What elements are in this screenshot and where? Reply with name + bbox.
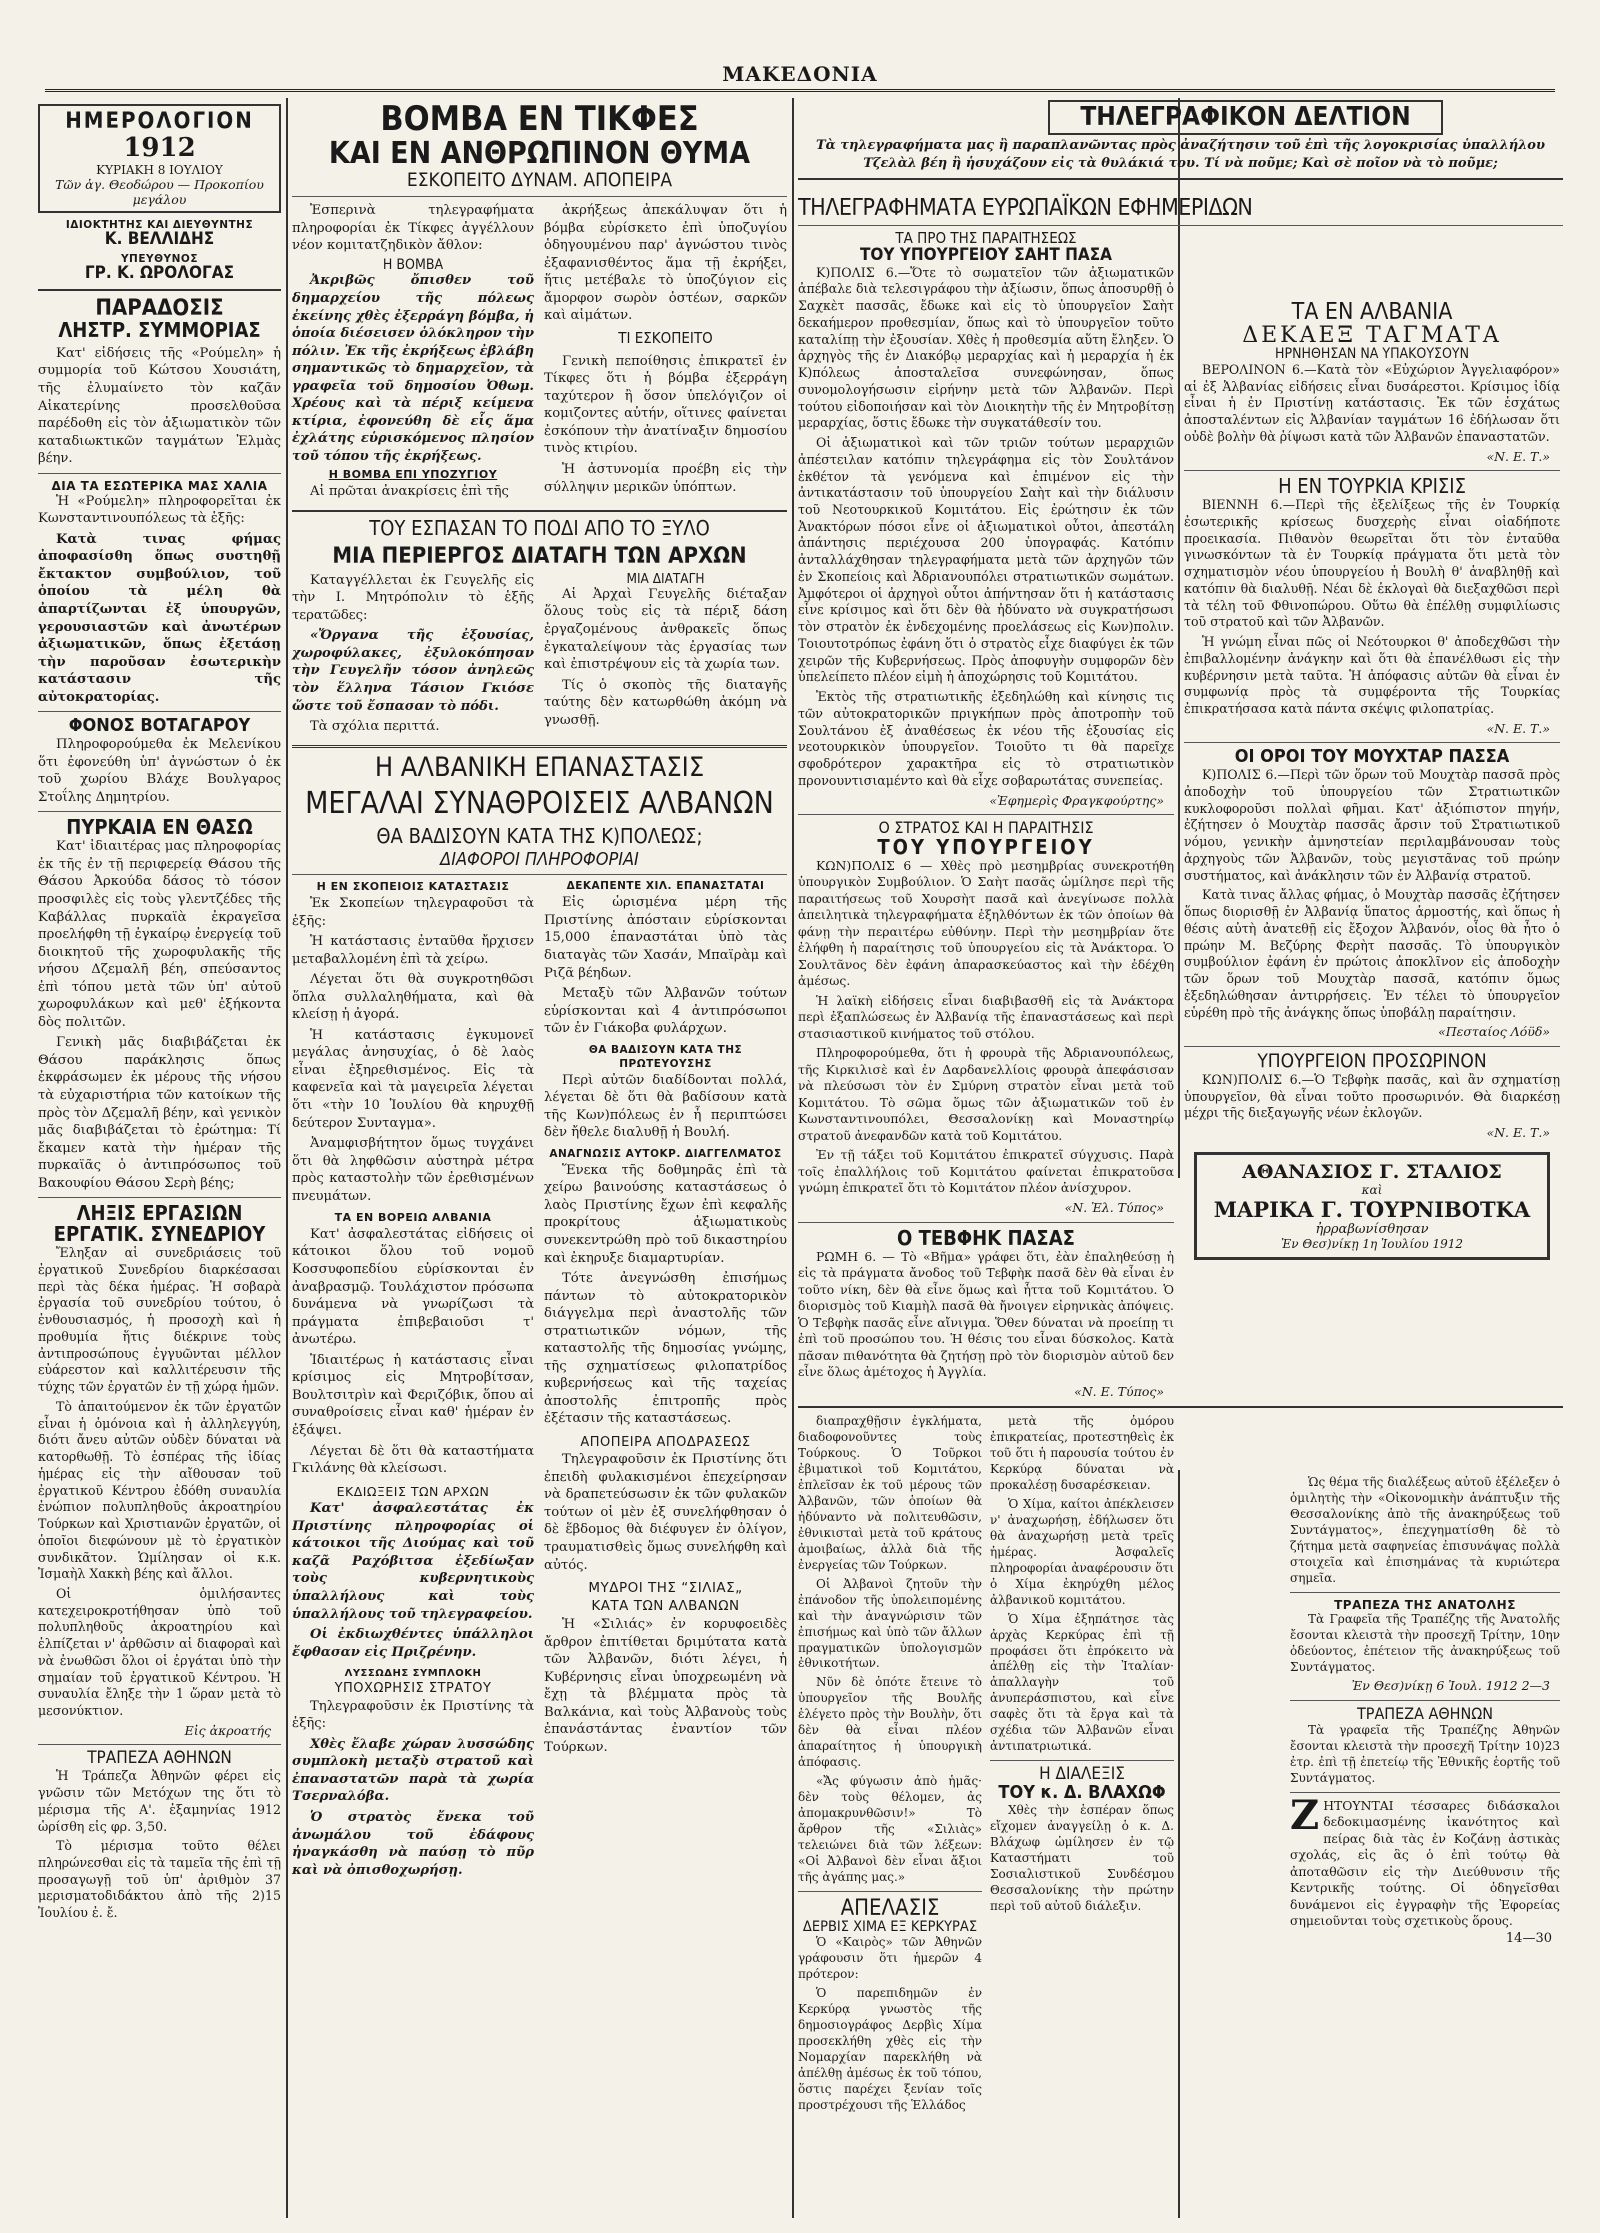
headline: Η ΕΝ ΤΟΥΡΚΙΑ ΚΡΙΣΙΣ [1278,474,1466,499]
article-body: Η ΕΝ ΣΚΟΠΕΙΟΙΣ ΚΑΤΑΣΤΑΣΙΣ Ἐκ Σκοπείων τηλεγραφοῦσι τὰ ἑξῆς: Ἡ κατάστασις ἐνταῦθα ἤρχισεν μεταβαλλομένη ἐπὶ τὰ χείρω. Λέγεται ὅτι θὰ συγκροτηθῶσι ὅπλα συλλαληθήματα, καὶ θὰ κλείσῃ ἡ ἀγορά. Ἡ κατάστασις ἐγκυμονεῖ μεγάλας ἀνησυχίας, ὁ δὲ λαὸς εἶναι ἐξηρεθισμένος. Εἰς τὰ καφενεῖα καὶ τὰ μαγειρεῖα λέγεται ὅτι «τὴν 10 Ἰουλίου θὰ κηρυχθῇ δεύτερον Συνταγμα». Ἀναμφισβήτητον ὅμως τυγχάνει ὅτι θὰ ληφθῶσιν αὐστηρὰ μέτρα πρὸς καταστολὴν τῶν ἐρεθισμένων πνευμάτων. ΤΑ ΕΝ ΒΟΡΕΙΩ ΑΛΒΑΝΙΑ Κατ' ἀσφαλεστάτας εἰδήσεις οἱ κάτοικοι ὅλου τοῦ νομοῦ Κοσσυφοπεδίου εὑρίσκονται ἐν ἀναβρασμῷ. Τουλάχιστον πρόσωπα δυνάμενα νὰ γνωρίζωσι τὰ πράγματα ἐπιβεβαιοῦσι τ' ἀνωτέρω. Ἰδιαιτέρως ἡ κατάστασις εἶναι κρίσιμος εἰς Μητροβίτσαν, Βουλτσιτρὶν καὶ Φεριζόβικ, ὅπου αἱ συναθροίσεις εἶναι καθ' ἡμέραν ἐν ἐξάψει. Λέγεται δὲ ὅτι θὰ καταστήματα Γκιλάνης θὰ κλείσωσι. ΕΚΔΙΩΞΕΙΣ ΤΩΝ ΑΡΧΩΝ Κατ' ἀσφαλεστάτας ἐκ Πριστίνης πληροφορίας οἱ κάτοικοι τῆς Διούμας καὶ τοῦ καζᾶ Ραχόβιτσα ἐξεδίωξαν τοὺς κυβερνητικοὺς ὑπαλλήλους καὶ τοὺς ὑπαλλήλους τοῦ τηλεγραφείου. Οἱ ἐκδιωχθέντες ὑπάλληλοι ἔφθασαν εἰς Πριζρένην. ΛΥΣΣΩΔΗΣ ΣΥΜΠΛΟΚΗ ΥΠΟΧΩΡΗΣΙΣ ΣΤΡΑΤΟΥ Τηλεγραφοῦσιν ἐκ Πριστίνης τὰ ἑξῆς: Χθὲς ἔλαβε χώραν λυσσώδης συμπλοκὴ μεταξὺ στρατοῦ καὶ ἐπαναστατῶν παρὰ τὰ χωρία Τσερναλόβα. Ὁ στρατὸς ἔνεκα τοῦ ἀνωμάλου τοῦ ἐδάφους ἠναγκάσθη νὰ παύσῃ τὸ πῦρ καὶ νὰ ὀπισθοχωρήσῃ. [292,880,534,1878]
column-4-lower [1290,1475,1560,2215]
article-body: ΡΩΜΗ 6. — Τὸ «Βῆμα» γράφει ὅτι, ἐὰν ἐπαληθεύσῃ ἡ εἰς τὰ πράγματα ἄνοδος τοῦ Τεβφὴκ πασᾶ δὲν θὰ εἶναι ἐν τοῦτο νίκη, δὲν θὰ εἶνε ὅμως καὶ ἧττα τοῦ Κομιτάτου. Ὁ διορισμὸς τοῦ Κιαμὴλ πασᾶ θὰ ἤνοιγεν εἰρηνικὰς ἀπόψεις. Ὁ Τεβφὴκ πασᾶς εἶνε αἴνιγμα. Ὅθεν δύναται νὰ προείπῃ τι ἐπὶ τοῦ προσώπου του. Ἡ θέσις του εἶναι δύσκολος. Κατὰ πᾶσαν πιθανότητα θὰ ζητήσῃ πρὸ τὸν διορισμὸν αὐτοῦ δεν εἶνε ὅλως ἀμέτοχος ἡ Ἀγγλία. «Ν. Ε. Τύπος» [798,1248,1174,1399]
headline: ΔΕΚΑΕΞ ΤΑΓΜΑΤΑ [1242,323,1502,349]
article-body: Κατ' εἰδήσεις τῆς «Ρούμελη» ἡ συμμορία τοῦ Κώτσου Χουσιάτη, τῆς ἐλυμαίνετο τὸν καζᾶν Αἰκατερίνης προσελθοῦσα παρέδοθη εἰς τὸν ἀξιωματικὸν τῶν καταδιωκτικῶν ταγμάτων Ἐλμὰς βέην. [38,345,281,467]
article-body: ΒΕΡΟΛΙΝΟΝ 6.—Κατὰ τὸν «Εὐχώριον Ἀγγελιαφόρον» αἱ ἐξ Ἀλβανίας εἰδήσεις εἶναι δυσάρεστοι. Κρίσιμος ἰδίᾳ εἶναι ἡ ἐν Πριστίνῃ κατάστασις. Ἐκ τῶν ἐσχάτως ἀποσταλέντων εἰς Ἀλβανίαν ταγμάτων 16 ἐδήλωσαν ὅτι οὐδὲ βολὴν θὰ ῥίψωσι κατὰ τῶν Ἀλβανῶν ἐπαναστατῶν. «Ν. Ε. Τ.» [1184,361,1560,464]
headline: ΘΑ ΒΑΔΙΣΟΥΝ ΚΑΤΑ ΤΗΣ Κ)ΠΟΛΕΩΣ; [376,823,703,848]
headline: ΗΡΝΗΘΗΣΑΝ ΝΑ ΥΠΑΚΟΥΣΟΥΝ [1275,346,1469,363]
article-body: Ἐσπερινὰ τηλεγραφήματα πληροφορίαι ἐκ Τίκφες ἀγγέλλουν νέον κομιτατζηδικὸν ἄθλον: Η ΒΟΜΒΑ Ἀκριβῶς ὄπισθεν τοῦ δημαρχείου τῆς πόλεως ἐκείνης χθὲς ἐξερράγη βόμβα, ἡ ὁποία διέσεισεν ὁλόκληρον τὴν πόλιν. Ἐκ τῆς ἐκρήξεως ἐβλάβη σημαντικῶς τὸ δημαρχεῖον, τὰ γραφεῖα τοῦ δημοσίου Ὀθωμ. Χρέους καὶ τὰ πέριξ κείμενα κτίρια, ἐφονεύθη δὲ εἷς ἅμα ἐχλάτης εὑρισκόμενος πλησίον τοῦ τόπου τῆς ἐκρήξεως. Η ΒΟΜΒΑ ΕΠΙ ΥΠΟΖΥΓΙΟΥ Αἱ πρῶται ἀνακρίσεις ἐπὶ τῆς [292,203,534,500]
article-body: Ἔληξαν αἱ συνεδριάσεις τοῦ ἐργατικοῦ Συνεδρίου διαρκέσασαι περὶ τὰς δέκα ἡμέρας. Ἡ σοβαρὰ ἐργασία τοῦ συνεδρίου τούτου, ὁ ἐνθουσιασμός, ἡ προσοχὴ καὶ ἡ προθυμία ἥτις διέκρινε τοὺς ἀντιπροσώπους ἐγγυῶνται μέλλον εὐάρεστον καὶ καλλιτέρευσιν τῆς τύχης τῶν ἐργατῶν ἐν τῇ χώρᾳ ἡμῶν. Τὸ ἀπαιτούμενον ἐκ τῶν ἐργατῶν εἶναι ἡ ὁμόνοια καὶ ἡ ἀλληλεγγύη, διότι ἄνευ αὐτῶν οὐδὲν δύναται νὰ κατορθωθῇ. Τὸ ἐσπέρας τῆς ἰδίας ἡμέρας εἰς τὴν αἴθουσαν τοῦ ἐργατικοῦ Κέντρου ἐδόθη συναυλία ἐνώπιον πολυπληθοῦς ἀκροατηρίου Τούρκων καὶ Χριστιανῶν ἐργατῶν, οἱ ὁποῖοι διεφώνουν μὲ τὸ ἐργατικὸν συνδικᾶτον. Ὡμίλησαν οἱ κ.κ. Ἰσμαὴλ Χακκὴ βέης καὶ ἄλλοι. Οἱ ὁμιλήσαντες κατεχειροκροτήθησαν ὑπὸ τοῦ πολυπληθοῦς ἀκροατηρίου καὶ ἐλπίζεται ν' ἀρθῶσιν αἱ διαφοραὶ καὶ νὰ ἐνωθῶσι ὅλοι οἱ ἐργάται ὑπὸ τὴν σημαίαν τοῦ ἐργατικοῦ Κέντρου. Ἡ συναυλία ἔληξε τὴν 1 ὥραν μετὰ τὸ μεσονύκτιον. Εἰς ἀκροατής [38,1245,281,1738]
headline: ΤΑ ΠΡΟ ΤΗΣ ΠΑΡΑΙΤΗΣΕΩΣ [895,229,1077,248]
headline: ΚΑΙ ΕΝ ΑΝΘΡΩΠΙΝΟΝ ΘΥΜΑ [328,135,751,171]
almanac-saints: Τῶν ἁγ. Θεοδώρου — Προκοπίου μεγάλου [55,177,264,208]
article-body: Τὰ γραφεῖα τῆς Τραπέζης Ἀθηνῶν ἔσονται κλειστὰ τὴν προσεχῆ Τρίτην 10)23 ἐτρ. ἐπὶ τῇ ἐπετείῳ τῆς Ἐθνικῆς ἑορτῆς τοῦ Συντάγματος. [1290,1722,1560,1785]
masthead-title: ΜΑΚΕΔΟΝΙΑ [722,62,878,86]
article-body: Κατ' ἰδιαιτέρας μας πληροφορίας ἐκ τῆς ἐν τῇ περιφερείᾳ Θάσου τῆς Θάσου Ἀρκούδα δάσος τὸ τόσον προσφιλὲς εἰς τοὺς γλεντζέδες τῆς Καβάλλας πυρκαϊὰ ἐκραγεῖσα προελήφθη τῇ ἐγκαίρῳ ἐνεργείᾳ τοῦ διοικητοῦ τῆς χωροφυλακῆς τῆς νήσου Δζεμαλῆ βέη, σπεύσαντος ἐπὶ τόπου μετὰ τῶν ὑπ' αὐτοῦ χωροφυλάκων καὶ μεθ' ἐξήκοντα δὸς πολιτῶν. Γενικὴ μᾶς διαβιβάζεται ἐκ Θάσου παράκλησις ὅπως ἐκφράσωμεν ἐκ μέρους τῆς νήσου τὰ εὐχαριστήρια τῶν κατοίκων τῆς πρὸς τὸν Δζεμαλῆ βέην, καὶ γενικὸν μᾶς διαβιβάζεται τὸ ἐρώτημα: Τί ἔκαμεν κατὰ τὴν ἡμέραν τῆς πυρκαϊᾶς ὁ ἀντιπρόσωπος τοῦ Βακουφίου Θάσου Σερὴ βέης; [38,839,281,1191]
article-body: Τὰ Γραφεῖα τῆς Τραπέζης τῆς Ἀνατολῆς ἔσονται κλειστὰ τὴν προσεχῆ Τρίτην, 10ην ὁδεύοντος, ἐπέτειον τῆς ἀνακηρύξεως τοῦ Συντάγματος. Ἐν Θεσ)νίκῃ 6 Ἰουλ. 1912 2—3 [1290,1611,1560,1694]
headline: ΒΟΜΒΑ ΕΝ ΤΙΚΦΕΣ [380,99,699,139]
headline: ΔΙΑ ΤΑ ΕΣΩΤΕΡΙΚΑ ΜΑΣ ΧΑΛΙΑ [51,478,268,493]
headline: ΠΑΡΑΔΟΣΙΣ [95,295,224,321]
article-body: ΚΩΝ)ΠΟΛΙΣ 6.—Ὁ Τεβφὴκ πασᾶς, καὶ ἂν σχηματίσῃ ὑπουργεῖον, θὰ εἶναι τοῦτο προσωρινόν. Θὰ διαρκέσῃ μέχρι τῆς διεξαγωγῆς νέων ἐκλογῶν. «Ν. Ε. Τ.» [1184,1071,1560,1141]
headline: ΤΟΥ ΥΠΟΥΡΓΕΙΟΥ ΣΑΗΤ ΠΑΣΑ [859,244,1113,265]
headline: ΤΑ ΕΝ ΑΛΒΑΝΙΑ [1291,299,1453,325]
almanac-title: ΗΜΕΡΟΛΟΓΙΟΝ [65,109,254,134]
headline: ΤΟΥ ΥΠΟΥΡΓΕΙΟΥ [877,834,1095,859]
bulletin-note: Τὰ τηλεγραφήματα μας ἢ παραπλανῶντας πρὸς ἀναζήτησιν τοῦ ἐπὶ τῆς λογοκρισίας ὑπαλλήλου Τζελὰλ βέη ἢ ἡσυχάζουν εἰς τὰ θυλάκιά του. Τί νὰ ποῦμε; Καὶ σὲ ποῖον νὰ τὸ ποῦμε; [816,138,1545,171]
engagement-notice: ΑΘΑΝΑΣΙΟΣ Γ. ΣΤΑΛΙΟΣ καὶ ΜΑΡΙΚΑ Γ. ΤΟΥΡΝΙΒΟΤΚΑ ἠρραβωνίσθησαν Ἐν Θεσ)νίκῃ 1η Ἰουλίου 1912 [1194,1152,1550,1260]
headline: ΥΠΟΥΡΓΕΙΟΝ ΠΡΟΣΩΡΙΝΟΝ [1257,1049,1487,1072]
headline: ΤΗΛΕΓΡΑΦΗΜΑΤΑ ΕΥΡΩΠΑΪΚΩΝ ΕΦΗΜΕΡΙΔΩΝ [798,195,1253,221]
column-1 [38,98,281,2218]
column-3 [798,195,1253,2218]
article-body: Κ)ΠΟΛΙΣ 6.—Περὶ τῶν ὅρων τοῦ Μουχτὰρ πασσᾶ πρὸς ἀποδοχὴν τοῦ ὑπουργείου τῶν Στρατιωτικῶν κυκλοφοροῦσι πολλαὶ φῆμαι. Κατ' ἀξιόπιστον πηγήν, ἐζήτησεν ὁ Μουχτὰρ πασσᾶς ἄρσιν τοῦ Στρατιωτικοῦ νόμου, γενικὴν ἀμνηστείαν περιλαμβάνουσαν τοὺς ἀρχηγοὺς τῶν Ἀλβανῶν, τοὺς μεγιστᾶνας τοῦ πρώην συστήματος, καὶ ἀνάκλησιν τῶν ἐν Ἀλβανίᾳ στρατοῦ. Κατὰ τινας ἄλλας φήμας, ὁ Μουχτὰρ πασσᾶς ἐζήτησεν ὅπως διορισθῇ ἐν Ἀλβανίᾳ ὕπατος ἁρμοστής, καὶ ὅπως ἡ θέσις αὐτὴ ἀνατεθῇ εἰς ἔξοχον Ἀλβανόν, οἷος θὰ ἦτο ὁ πρώην Μ. Βεζύρης Φερὴτ πασσᾶς. Τὸ ὑπουργικὸν συμβούλιον ἐφάνη ἐν πρώτοις ἀποκλῖνον εἰς ἀποδοχὴν τῶν ὅρων τοῦ Μουχτὰρ πασσᾶ, κατόπιν ὅμως ἐξεδηλώθησαν ἀντιρρήσεις. Ἐν τέλει τὸ ὑπουργεῖον εὑρέθη πρὸ τῆς ἀνάγκης ὅπως ὑποβάλῃ παραίτησιν. «Πεσταίος Λόϋδ» [1184,767,1560,1040]
article-body: ΚΩΝ)ΠΟΛΙΣ 6 — Χθὲς πρὸ μεσημβρίας συνεκροτήθη ὑπουργικὸν Συμβούλιον. Ὁ Σαὴτ πασᾶς ὡμίλησε περὶ τῆς παραιτήσεως τοῦ Χουρσὴτ πασᾶ καὶ ἀνεγίνωσε πολλὰ ἀπειλητικὰ τηλεγραφήματα ἐξηλθόντων ἐκ τῶν ὁποίων θὰ φάνῃ τὴν περαιτέρω εὐθύνην. Περὶ τὴν μεσημβρίαν ὅτε ἐλήφθη ἡ παραίτησις τοῦ ὑπουργείου εἰς τὰ Ἀνάκτορα. Ὁ Σουλτᾶνος δὲν ἐφάνη ἀπαρασκεύαστος καὶ τὴν ἐδέχθη ἀμέσως. Ἡ λαϊκὴ εἰδήσεις εἶναι διαβιβασθῆ εἰς τὰ Ἀνάκτορα περὶ ἐξαπλώσεως ἐν Ἀλβανίᾳ τῆς ἐπαναστάσεως καὶ περὶ στασιαστικοῦ κινήματος τοῦ στόλου. Πληροφορούμεθα, ὅτι ἡ φρουρὰ τῆς Ἀδριανουπόλεως, τῆς Κιρκιλισὲ καὶ ἐν Δαρδανελλίοις φρουρὰ ἀπεφάσισαν νὰ πλεύσωσι τὸν ἐν Σμύρνη στρατὸν εἶναι μετὰ τοῦ Κομιτάτου. Τὸ σῶμα ὅμως τῶν ἀξιωματικῶν τοῦ ἐν Κωνσταντινουπόλει, Θεσσαλονίκῃ καὶ Μοναστηρίῳ στρατοῦ ἀνεφανδῶν κατὰ τοῦ Κομιτάτου. Ἐν τῇ τάξει τοῦ Κομιτάτου ἐπικρατεῖ σύγχυσις. Παρὰ τοῖς ἐπαλλήλοις τοῦ Κομιτάτου φαίνεται ἐπικρατοῦσα γνώμη ἐπικρατεῖ ὅτι τὸ Κομιτάτον πλέον ἀνίσχυρον. «Ν. Ἐλ. Τύπος» [798,857,1174,1215]
headline: Ο ΤΕΒΦΗΚ ΠΑΣΑΣ [897,1225,1075,1250]
article-body: Καταγγέλλεται ἐκ Γευγελῆς εἰς τὴν Ι. Μητρόπολιν τὸ ἑξῆς τερατῶδες: «Ὄργανα τῆς ἐξουσίας, χωροφύλακες, ἐξυλοκόπησαν τὴν Γευγελῆν τόσον ἀνηλεῶς τὸν ἕλληνα Τάσιον Γκιόσε ὥστε τοῦ ἔσπασαν τὸ πόδι. Τὰ σχόλια περιττά. [292,572,534,735]
headline: ΦΟΝΟΣ ΒΟΤΑΓΑΡΟΥ [68,715,251,737]
headline: ΟΙ ΟΡΟΙ ΤΟΥ ΜΟΥΧΤΑΡ ΠΑΣΣΑ [1234,746,1510,768]
editor-label: ΥΠΕΥΘΥΝΟΣ [120,252,199,265]
headline: Η ΑΛΒΑΝΙΚΗ ΕΠΑΝΑΣΤΑΣΙΣ [374,751,705,783]
column-rule [286,98,288,2218]
headline: ΕΣΚΟΠΕΙΤΟ ΔΥΝΑΜ. ΑΠΟΠΕΙΡΑ [406,169,673,192]
almanac-box [38,104,281,213]
headline: ΤΡΑΠΕΖΑ ΑΘΗΝΩΝ [87,1748,232,1769]
classified-ad: ΖΗΤΟΥΝΤΑΙ τέσσαρες διδάσκαλοι δεδοκιμασμένης ἱκανότητος καὶ πείρας διὰ τὰς ἐν Κοζάνῃ ἀστικὰς σχολάς, εἰς ἃς ὁ ἐπὶ τούτῳ θὰ ἀποταθῶσιν εἰς τὴν Διεύθυνσιν τῆς Κεντρικῆς τούτης. Οἱ ὁδηγεῖσθαι δυνάμενοι εἰς ἐγγραφὴν τῆς Ἐφορείας σημειοῦνται τοὺς σχετικοὺς ὅρους. 14—30 [1290,1791,1560,1946]
article-body: ΜΙΑ ΔΙΑΤΑΓΗ Αἱ Ἀρχαὶ Γευγελῆς διέταξαν ὅλους τοὺς εἰς τὰ πέριξ δάση ἐργαζομένους ἀνθρακεῖς ὅπως ἐγκαταλείψουν τὰς ἐργασίας των καὶ ἐπιστρέψουν εἰς τὰ χωρία των. Τίς ὁ σκοπὸς τῆς διαταγῆς ταύτης δὲν κατωρθώθη ἀκόμη νὰ γνωσθῇ. [544,570,787,728]
editor-name: ΓΡ. Κ. ΩΡΟΛΟΓΑΣ [84,262,235,283]
column-rule [792,98,794,2218]
owner-name: Κ. ΒΕΛΛΙΔΗΣ [104,229,215,250]
article-body: ΒΙΕΝΝΗ 6.—Περὶ τῆς ἐξελίξεως τῆς ἐν Τουρκίᾳ ἐσωτερικῆς κρίσεως δυσχερὴς εἶναι οἱαδήποτε προεικασία. Πιθανὸν θεωρεῖται ὅτι τὸν ἐνταῦθα γινωσκόντων τὰ ἐν Τουρκίᾳ πράγματα ὅτι μετὰ τὸν σχηματισμὸν νέου ὑπουργείου ἡ Βουλὴ θ' ἀναβληθῇ καὶ κατόπιν θὰ διαλυθῇ. Νέαι δὲ ἐκλογαὶ θὰ διεξαχθῶσι περὶ τὰ τέλη τοῦ Φθινοπώρου. Οὕτω θὰ ἐπέλθῃ συμφιλίωσις τοῦ στρατοῦ καὶ τῶν Ἀλβανῶν. Ἡ γνώμη εἶναι πῶς οἱ Νεότουρκοι θ' ἀποδεχθῶσι τὴν ἐπιβαλλομένην ἀνάγκην καὶ ὅτι θὰ ἐπανέλθωσι εἰς τὴν κυβέρνησιν μετὰ ταῦτα. Ἡ ἀπόφασις αὐτῶν θὰ εἶναι ἐν συμφωνίᾳ πρὸς τὰ συμφέροντα τῆς Τουρκίας ἐπικρατήσασα κατὰ πάντα σκέψις φιλοπατρίας. «Ν. Ε. Τ.» [1184,497,1560,736]
masthead [45,58,1555,92]
column-rule [1178,98,1180,1178]
article-body: Πληροφορούμεθα ἐκ Μελενίκου ὅτι ἐφονεύθη ὑπ' ἀγνώστων ὁ ἐκ τοῦ χωρίου Βλάχε Βουλγαρος Στοΐλης Δημητρίου. [38,737,281,805]
article-body: Ὡς θέμα τῆς διαλέξεως αὐτοῦ ἐξέλεξεν ὁ ὁμιλητὴς τὴν «Οἰκονομικὴν ἀνάπτυξιν τῆς Θεσσαλονίκης ἀπὸ τῆς ἀνακηρύξεως τοῦ Συντάγματος», ἐπεχγηματίσθη δὲ τὸ ζήτημα μετὰ σαφηνείας ἐπισυνάψας πολλὰ στοιχεῖα καὶ ἐπισημάνας τὰ κυριώτερα σημεῖα. [1290,1475,1560,1585]
article-body: Κ)ΠΟΛΙΣ 6.—Ὅτε τὸ σωματεῖον τῶν ἀξιωματικῶν ἀπέβαλε διὰ τελεσιγράφου τὴν ἀξίωσιν, ὅπως ἀποσυρθῇ ὁ Σαχκὲτ πασσᾶς, ἔδωκε καὶ εἰς τὸ ὑπουργεῖον Σαὴτ δεκαήμερον προθεσμίαν, ὅπως καὶ τὸ ὑπουργεῖον τοῦτο καταλίπῃ τὴν ἐξουσίαν. Χθὲς ἡ προθεσμία αὕτη ἔληξεν. Ὁ ἀρχηγὸς τῆς ἐν Διακόβῳ μεραρχίας καὶ ἡ μεραρχία ἡ ἐκ Κ)πόλεως ἀποσταλεῖσα συνεφώνησαν, ὅπως συνομολογήσωσιν εἰρήνην μετὰ τῶν Ἀλβανῶν. Περὶ τούτου εἰδοποιήσαν καὶ τὸν Διοικητὴν τῆς ἐν Μητροβίτσῃ μεραρχίας, ὅστις ἔδωκε τὴν συγκατάθεσίν του. Οἱ ἀξιωματικοὶ καὶ τῶν τριῶν τούτων μεραρχιῶν ἀπέστειλαν κατόπιν τηλεγράφημα εἰς τὸν Σουλτάνον ἐκθέτον τὰ γενόμενα καὶ ἐπιμένον εἰς τὴν ἀντικατάστασιν τοῦ ὑπουργείου Σαὴτ καὶ τὴν διάλυσιν τοῦ Νεοτουρκικοῦ Κομιτάτου. Εἰς ἐρώτησιν ἐκ τῶν Ἀνακτόρων πόσοι εἶνε οἱ ἀξιωματικοὶ οὗτοι, ἀπεστάλη ἀπάντησις περιέχουσα 200 ὑπογραφάς. Κατόπιν ἀνταλλάχθησαν τηλεγραφήματα μετὰ τῶν ἀρχηγῶν τῶν ἐν Σκοπείοις καὶ Ἀδριανουπόλει στρατιωτικῶν σωμάτων. Ἀμφότεροι οἱ ἀρχηγοὶ οὗτοι ἀπήντησαν ὅτι ἡ κατάστασις εἶνε κρίσιμος καὶ ὅτι δὲν θὰ ἠδύνατο νὰ συγκρατήσωσι τὸν στρατὸν ἐκ ἐνδεχομένης προελάσεως εἰς Κων)πολιν. Τοιουτοτρόπως ἐφάνη ὅτι ὁ στρατὸς εἶχε διαφύγει ἐκ τῶν χειρῶν τῆς Κυβερνήσεως. Πρὸς ἀποφυγὴν συμφορῶν δὲν ὑπελείπετο πλέον εἰμὴ ἡ ἀποχώρησις τοῦ Κομιτάτου. Ἐκτὸς τῆς στρατιωτικῆς ἐξεδηλώθη καὶ κίνησις τις τῶν αὐτοκρατορικῶν πριγκήπων πρὸς ἀποτροπὴν τοῦ Σουλτάνου ἐξ ἀναθέσεως ἐκ νέου τῆς ἐξουσίας εἰς νεοτουρκικὸν ὑπουργεῖον. Τοιοῦτο τι θὰ παρεῖχε σφοδρότερον χαρακτῆρα εἰς τὸ στρατιωτικὸν προνουντισιαμέντο καὶ θὰ εἶχε σοβαρωτάτας συνεπείας. «Ἐφημερὶς Φραγκφούρτης» [798,264,1174,808]
headline: ΜΙΑ ΠΕΡΙΕΡΓΟΣ ΔΙΑΤΑΓΗ ΤΩΝ ΑΡΧΩΝ [332,543,747,569]
article-body: μετὰ τῆς ὁμόρου ἐπικρατείας, προτεστηθεὶς ἐκ τοῦ ὅτι ἡ παρουσία τούτου ἐν Κερκύρᾳ δύναται νὰ προκαλέσῃ δυσαρέσκειαν. Ὁ Χίμα, καίτοι ἀπέκλεισεν ν' ἀναχωρήσῃ, ἐδήλωσεν ὅτι θὰ ἀναχωρήσῃ μετὰ τρεῖς ἡμέρας. Ἀσφαλεῖς πληροφορίαι ἀναφέρουσιν ὅτι ὁ Χίμα ἐκηρύχθη μέλος ἀλβανικοῦ κομιτάτου. Ὁ Χίμα ἐξηπάτησε τὰς ἀρχὰς Κερκύρας ἐπὶ τῇ προφάσει ὅτι ἐπρόκειτο νὰ ἀπέλθῃ εἰς τὴν Ἰταλίαν· ἀπαλλαγὴν τοῦ ἀνυπεράσπιστου, καὶ εἶνε σαφὲς ὅτι τὰ ἔργα καὶ τὰ σχέδια τῶν Ἀλβανῶν εἶναι ἀντιπατριωτικά. Η ΔΙΑΛΕΞΙΣ ΤΟΥ κ. Δ. ΒΛΑΧΩΦ Χθὲς τὴν ἑσπέραν ὅπως εἴχομεν ἀναγγείλῃ ὁ κ. Δ. Βλάχωφ ὡμίλησεν ἐν τῷ Καταστήματι τοῦ Σοσιαλιστικοῦ Συνδέσμου Θεσσαλονίκης τὴν πρώτην περὶ τοῦ αὐτοῦ διάλεξιν. [990,1414,1174,1913]
almanac-year: 1912 [123,133,196,164]
headline: ΔΙΑΦΟΡΟΙ ΠΛΗΡΟΦΟΡΙΑΙ [440,848,639,870]
headline: Ο ΣΤΡΑΤΟΣ ΚΑΙ Η ΠΑΡΑΙΤΗΣΙΣ [878,818,1094,838]
article-body: διαπραχθῇσιν ἐγκλήματα, διαδοφονοῦντες τοὺς Τούρκους. Ὁ Τοῦρκοι ἐβιματικοὶ τοῦ Κομιτάτου, ἐπλεῖσαν ἐκ τοῦ μέρους τῶν Ἀλβανῶν, τῶν ὁποίων θὰ ἠδύναντο νὰ πολιτευθῶσιν, ἐθνικισταὶ μετὰ τοῦ κράτους ἀμοιβαίως, ἀλλὰ διὰ τῆς ἐνεργείας τῶν Τούρκων. Οἱ Ἀλβανοὶ ζητοῦν τὴν ἐπάνοδον τῆς ὑπολειπομένης καὶ τὴν ἀναγνώρισιν τῶν ἐπισήμως καὶ ὑπὸ τῶν ἄλλων πραγματικῶν ὑπολογισμῶν ἐθνικοτήτων. Νῦν δὲ ὁπότε ἔτεινε τὸ ὑπουργεῖον τῆς Βουλῆς ἐλέγετο πρὸς τὴν Βουλὴν, ὅτι δὲν θὰ εἶναι πλέον ἀπαραίτητος ἡ ὑπουργικὴ ἀπόφασις. «Ἄς φύγωσιν ἀπὸ ἡμᾶς· δὲν τοὺς θέλομεν, ἀς ἀπομακρυνθῶσιν!» Τὸ ἄρθρον τῆς «Σιλιὰς» τελειώνει διὰ τῶν λέξεων: «Οἱ Ἀλβανοὶ δὲν εἶναι ἄξιοι τῆς ἀγάπης μας.» ΑΠΕΛΑΣΙΣ ΔΕΡΒΙΣ ΧΙΜΑ ΕΞ ΚΕΡΚΥΡΑΣ Ὁ «Καιρὸς» τῶν Ἀθηνῶν γράφουσιν ὅτι ἡμερῶν 4 πρότερον: Ὁ παρεπιδημῶν ἐν Κερκύρᾳ γνωστὸς τῆς δημοσιογράφος Δερβὶς Χίμα προσεκλήθη χθὲς εἰς τὴν Νομαρχίαν παρεκλήθη νὰ ἀπέλθῃ ἀμέσως ἐκ τοῦ τόπου, ὅστις παρέχει ξενίαν τοῖς προστρέχουσι τῆς Ἑλλάδος [798,1414,982,2112]
article-body: ἀκρήξεως ἀπεκάλυψαν ὅτι ἡ βόμβα εὑρίσκετο ἐπὶ ὑποζυγίου ὁδηγουμένου παρ' ἀγνώστου τινὸς ἐξαφανισθέντος ἅμα τῇ ἐκρήξει, ἥτις μετέβαλε τὸ ὑποζύγιον εἰς ἄμορφον σωρὸν ὀστέων, σαρκῶν καὶ αἱμάτων. ΤΙ ΕΣΚΟΠΕΙΤΟ Γενικὴ πεποίθησις ἐπικρατεῖ ἐν Τίκφες ὅτι ἡ βόμβα ἐξερράγη ταχύτερον ἢ ὅσον ὑπελόγιζον οἱ κομιζοντες αὐτήν, οἵτινες φαίνεται ἐσκόπουν τὴν ἀνατίναξιν δημοσίου τινὸς κτιρίου. Ἡ ἀστυνομία προέβη εἰς τὴν σύλληψιν μερικῶν ὑπόπτων. [544,203,787,495]
column-rule [1178,1470,1180,2218]
headline: ΕΡΓΑΤΙΚ. ΣΥΝΕΔΡΙΟΥ [53,1222,266,1247]
headline: ΛΗΞΙΣ ΕΡΓΑΣΙΩΝ [76,1201,243,1226]
column-2 [292,98,787,2218]
headline: ΤΗΛΕΓΡΑΦΙΚΟΝ ΔΕΛΤΙΟΝ [1048,100,1443,135]
owner-label: ΙΔΙΟΚΤΗΤΗΣ ΚΑΙ ΔΙΕΥΘΥΝΤΗΣ [65,219,254,232]
headline: ΤΟΥ ΕΣΠΑΣΑΝ ΤΟ ΠΟΔΙ ΑΠΟ ΤΟ ΞΥΛΟ [369,515,710,540]
headline: ΤΡΑΠΕΖΑ ΤΗΣ ΑΝΑΤΟΛΗΣ [1334,1597,1516,1612]
almanac-date: ΚΥΡΙΑΚΗ 8 ΙΟΥΛΙΟΥ [96,163,223,178]
article-body: ΔΕΚΑΠΕΝΤΕ ΧΙΛ. ΕΠΑΝΑΣΤΑΤΑΙ Εἰς ὡρισμένα μέρη τῆς Πριστίνης ἀπόσταιν εὑρίσκονται 15,000 ἐπαναστάται ὑπὸ τὰς διαταγὰς τῶν Χασάν, Μπαϊρὰμ καὶ Ριζᾶ βέηδων. Μεταξὺ τῶν Ἀλβανῶν τούτων εὑρίσκονται καὶ 4 ἀντιπρόσωποι τῶν ἐν Γιάκοβα φυλάρχων. ΘΑ ΒΑΔΙΣΟΥΝ ΚΑΤΑ ΤΗΣ ΠΡΩΤΕΥΟΥΣΗΣ Περὶ αὐτῶν διαδίδονται πολλά, λέγεται δὲ ὅτι θὰ βαδίσουν κατὰ τῆς Κων)πόλεως ἐν ἧ περιπτώσει δὲν ἤθελε διαλυθῇ ἡ Βουλή. ΑΝΑΓΝΩΣΙΣ ΑΥΤΟΚΡ. ΔΙΑΓΓΕΛΜΑΤΟΣ Ἕνεκα τῆς δοθμηρᾶς ἐπὶ τὰ χείρω βαινούσης καταστάσεως ὁ λαὸς Πριστίνης ἔχων ἐπὶ κεφαλῆς προκρίτους ἀξιωματικοὺς συνεκεντρώθη πρὸ τοῦ δικαστηρίου καὶ ἐκηρυξε διαμαρτυρίαν. Τότε ἀνεγνώσθη ἐπισήμως πάντων τὸ αὐτοκρατορικὸν διάγγελμα περὶ ἀναστολῆς τῶν στρατιωτικῶν νόμων, τῆς καταστολῆς τῆς δημοσίας γνώμης, τῆς σχηματίσεως φιλοπατρίδος κυβερνήσεως καὶ τῆς ταχείας ἀποστολῆς ἐπιτροπῆς πρὸς ἐξέτασιν τῆς καταστάσεως. ΑΠΟΠΕΙΡΑ ΑΠΟΔΡΑΣΕΩΣ Τηλεγραφοῦσιν ἐκ Πριστίνης ὅτι ἐπειδὴ φυλακισμένοι ἐπεχείρησαν νὰ δραπετεύσωσιν ἐκ τῶν φυλακῶν τούτων οἱ μὲν ἐξ συνελήφθησαν ὁ δὲ ἕβδομος θὰ διέφυγεν ἐν ὀλίγον, τραυματισθεὶς ὅμως συνελήφθη καὶ αὐτός. ΜΥΔΡΟΙ ΤΗΣ “ΣΙΛΙΑΣ„ ΚΑΤΑ ΤΩΝ ΑΛΒΑΝΩΝ Ἡ «Σιλιάς» ἐν κορυφοειδὲς ἄρθρον ἐπιτίθεται δριμύτατα κατὰ τῶν Ἀλβανῶν, διότι λέγει, ἡ Κυβέρνησις εἶναι ὑποχρεωμένη νὰ ἔχῃ τὰ βλέμματα πρὸς τὰ Βαλκάνια, καὶ τοὺς Ἀλβανοὺς τοὺς ἐπανάστάντας ἐναντίον τῶν Τούρκων. [544,880,787,1755]
article-body: Ἡ «Ρούμελη» πληροφορεῖται ἐκ Κωνσταντινουπόλεως τὰ ἑξῆς: Κατὰ τινας φήμας ἀποφασίσθη ὅπως συστηθῇ ἔκτακτον συμβούλιον, τοῦ ὁποίου τὰ μέλη θὰ ἀπαρτίζωνται ἐξ ὑπουργῶν, γερουσιαστῶν καὶ ἀνωτέρων ἀξιωματικῶν, ὅπως ἐξετάσῃ τὴν παροῦσαν ἐσωτερικὴν κατάστασιν τῆς αὐτοκρατορίας. [38,493,281,705]
headline: ΤΡΑΠΕΖΑ ΑΘΗΝΩΝ [1356,1704,1494,1724]
headline: ΜΕΓΑΛΑΙ ΣΥΝΑΘΡΟΙΣΕΙΣ ΑΛΒΑΝΩΝ [305,786,774,821]
headline: ΠΥΡΚΑΙΑ ΕΝ ΘΑΣΩ [66,815,253,840]
headline: ΛΗΣΤΡ. ΣΥΜΜΟΡΙΑΣ [58,317,261,342]
article-body: Ἡ Τράπεζα Ἀθηνῶν φέρει εἰς γνῶσιν τῶν Μετόχων της ὅτι τὸ μέρισμα τῆς Α'. ἑξαμηνίας 1912 ὡρίσθη εἰς φρ. 3,50. Τὸ μέρισμα τοῦτο θέλει πληρώνεσθαι εἰς τὰ ταμεῖα τῆς ἐπὶ τῇ προσαγωγῇ τοῦ ὑπ' ἀριθμὸν 37 μερισματοδιδάκτου ἀπὸ τῆς 2)15 Ἰουλίου ἐ. ἔ. [38,1768,281,1921]
